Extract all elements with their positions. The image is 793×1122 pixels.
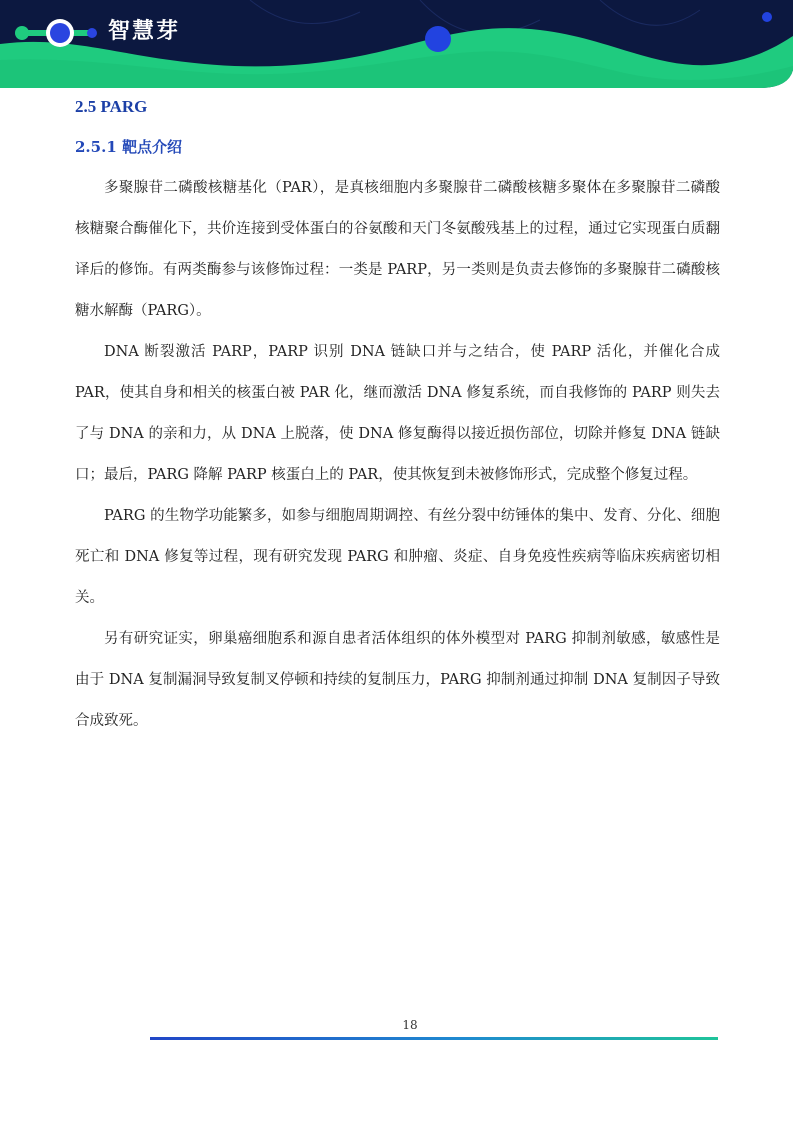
page-number: 18 — [402, 1018, 418, 1032]
three-dots-link-logo-icon — [14, 16, 100, 50]
decorative-small-blue-dot — [762, 12, 772, 22]
paragraph-3: PARG 的生物学功能繁多，如参与细胞周期调控、有丝分裂中纺锤体的集中、发育、分化、细胞死亡和 DNA 修复等过程，现有研究发现 PARG 和肿瘤、炎症、自身免疫性疾病等临床疾病密切相关。 — [75, 508, 720, 606]
decorative-blue-dot — [425, 26, 451, 52]
paragraph-1: 多聚腺苷二磷酸核糖基化（PAR），是真核细胞内多聚腺苷二磷酸核糖多聚体在多聚腺苷二磷酸核糖聚合酶催化下，共价连接到受体蛋白的谷氨酸和天门冬氨酸残基上的过程，通过它实现蛋白质翻译后的修饰。有两类酶参与该修饰过程：一类是 PARP，另一类则是负责去修饰的多聚腺苷二磷酸核糖水解酶（PARG）。 — [75, 180, 720, 319]
section-title: 2.5 PARG — [75, 97, 148, 116]
paragraph-4: 另有研究证实，卵巢癌细胞系和源自患者活体组织的体外模型对 PARG 抑制剂敏感，敏感性是由于 DNA 复制漏洞导致复制叉停顿和持续的复制压力，PARG 抑制剂通过抑制 DNA 复制因子导致合成致死。 — [75, 631, 720, 729]
page-header-banner — [0, 0, 793, 92]
paragraph-2: DNA 断裂激活 PARP，PARP 识别 DNA 链缺口并与之结合，使 PARP 活化，并催化合成 PAR，使其自身和相关的核蛋白被 PAR 化，继而激活 DNA 修复系统，而自我修饰的 PARP 则失去了与 DNA 的亲和力，从 DNA 上脱落，使 DNA 修复酶得以接近损伤部位，切除并修复 DNA 链缺口；最后，PARG 降解 PARP 核蛋白上的 PAR，使其恢复到未被修饰形式，完成整个修复过程。 — [75, 344, 720, 483]
brand-name: 智慧芽 — [108, 19, 181, 44]
document-body — [75, 94, 720, 742]
footer-gradient-line — [150, 1037, 718, 1040]
subsection-title: 2.5.1 靶点介绍 — [75, 138, 182, 156]
